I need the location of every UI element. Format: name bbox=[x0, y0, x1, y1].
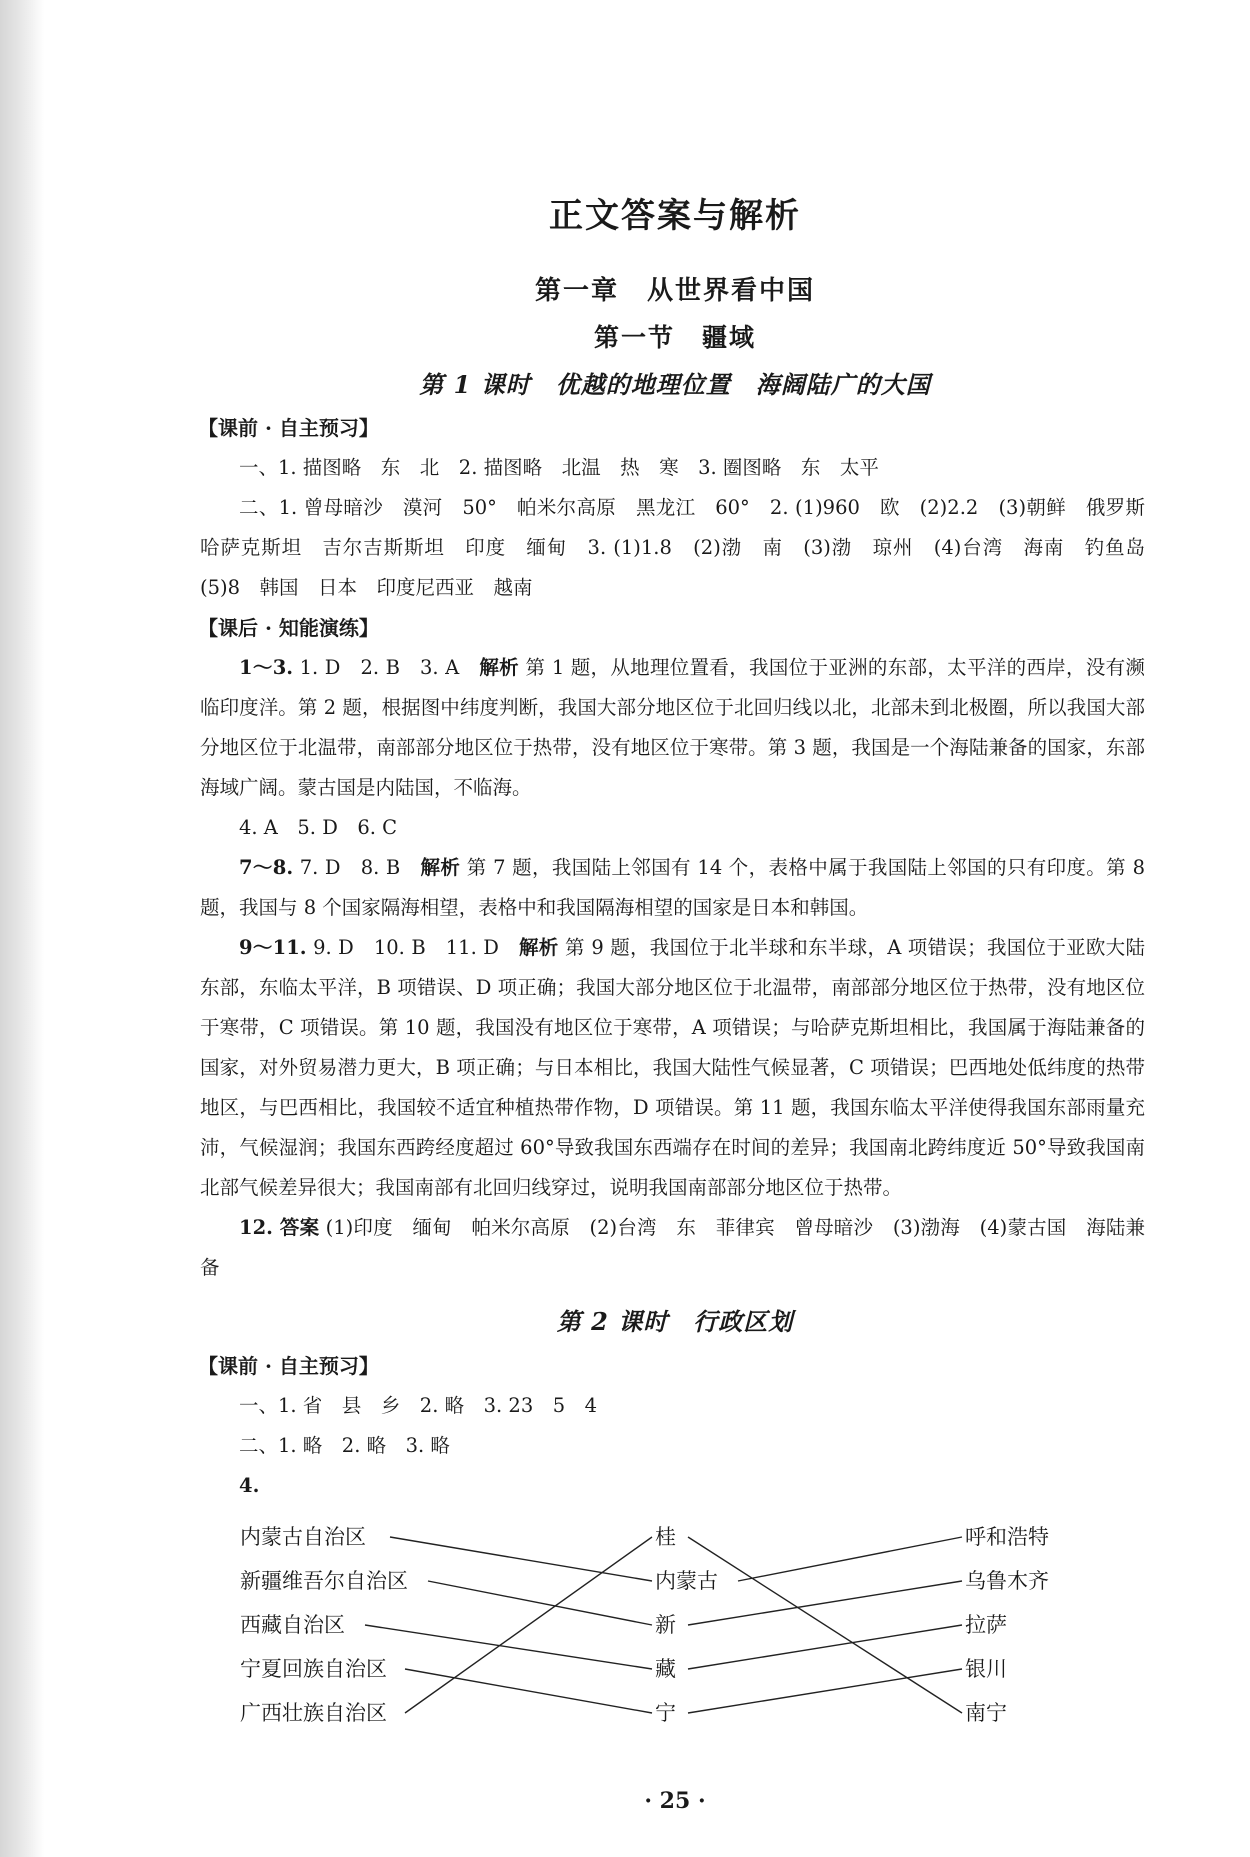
q1-3-answers: 1. D 2. B 3. A bbox=[293, 656, 480, 679]
answer-q7-8 bbox=[200, 848, 1145, 928]
capital-item: 南宁 bbox=[965, 1701, 1007, 1725]
preview-heading-2: 【课前 · 自主预习】 bbox=[198, 1354, 379, 1378]
q7-8-label: 7～8. bbox=[239, 856, 294, 879]
lesson-1-title: 第 1 课时 优越的地理位置 海阔陆广的大国 bbox=[419, 370, 931, 399]
capital-item: 拉萨 bbox=[965, 1613, 1007, 1637]
region-item: 新疆维吾尔自治区 bbox=[240, 1569, 408, 1593]
match-line bbox=[405, 1669, 652, 1713]
lesson-2-preview-2: 二、1. 略 2. 略 3. 略 bbox=[239, 1434, 450, 1457]
match-column-capitals bbox=[965, 1515, 1049, 1735]
capital-item: 乌鲁木齐 bbox=[965, 1569, 1049, 1593]
region-item: 西藏自治区 bbox=[240, 1613, 345, 1637]
q7-8-answers: 7. D 8. B bbox=[293, 856, 421, 879]
section-heading: 第一节 疆域 bbox=[593, 323, 756, 352]
q1-3-analysis: 第 1 题，从地理位置看，我国位于亚洲的东部，太平洋的西岸，没有濒临印度洋。第 2 题，根据图中纬度判断，我国大部分地区位于北回归线以北，北部未到北极圈，所以我国大部分地区位于北温带，南部部分地区位于热带，没有地区位于寒带。第 3 题，我国是一个海陆兼备的国家，东部海域广阔。蒙古国是内陆国，不临海。 bbox=[200, 656, 1145, 799]
match-line bbox=[390, 1537, 652, 1581]
q9-11-analysis: 第 9 题，我国位于北半球和东半球，A 项错误；我国位于亚欧大陆东部，东临太平洋，B 项错误、D 项正确；我国大部分地区位于北温带，南部部分地区位于热带，没有地区位于寒带，C 项错误。第 10 题，我国没有地区位于寒带，A 项错误；与哈萨克斯坦相比，我国属于海陆兼备的国家，对外贸易潜力更大，B 项正确；与日本相比，我国大陆性气候显著，C 项错误；巴西地处低纬度的热带地区，与巴西相比，我国较不适宜种植热带作物，D 项错误。第 11 题，我国东临太平洋使得我国东部雨量充沛，气候湿润；我国东西跨经度超过 60°导致我国东西端存在时间的差异；我国南北跨纬度近 50°导致我国南北部气候差异很大；我国南部有北回归线穿过，说明我国南部部分地区位于热带。 bbox=[200, 936, 1145, 1199]
q9-11-label: 9～11. bbox=[239, 936, 307, 959]
region-item: 宁夏回族自治区 bbox=[240, 1657, 387, 1681]
lesson-1-body bbox=[198, 408, 1165, 1288]
practice-heading: 【课后 · 知能演练】 bbox=[198, 616, 379, 640]
answer-q12 bbox=[200, 1208, 1145, 1288]
abbreviation-item: 内蒙古 bbox=[655, 1569, 718, 1593]
capital-item: 呼和浩特 bbox=[965, 1525, 1049, 1549]
chapter-heading: 第一章 从世界看中国 bbox=[534, 276, 815, 306]
answer-q1-3 bbox=[200, 648, 1145, 808]
answer-q4-6: 4. A 5. D 6. C bbox=[239, 816, 398, 839]
match-column-regions bbox=[240, 1515, 408, 1735]
q4-label: 4. bbox=[239, 1474, 260, 1497]
preview-answer-2: 二、1. 曾母暗沙 漠河 50° 帕米尔高原 黑龙江 60° 2. (1)960 欧 (2)2.2 (3)朝鲜 俄罗斯 哈萨克斯坦 吉尔吉斯斯坦 印度 缅甸 3. (1)1.8 (2)渤 南 (3)渤 琼州 (4)台湾 海南 钓鱼岛 (5)8 韩国 日本 印度尼西亚 越南 bbox=[200, 496, 1165, 599]
q12-label: 12. 答案 bbox=[239, 1216, 320, 1239]
match-line bbox=[428, 1581, 652, 1625]
page-title: 正文答案与解析 bbox=[549, 196, 801, 236]
match-line bbox=[688, 1625, 962, 1669]
analysis-label: 解析 bbox=[420, 856, 461, 879]
match-line bbox=[365, 1625, 652, 1669]
matching-diagram bbox=[240, 1515, 1120, 1745]
q9-11-answers: 9. D 10. B 11. D bbox=[306, 936, 519, 959]
abbreviation-item: 桂 bbox=[655, 1525, 676, 1549]
preview-heading: 【课前 · 自主预习】 bbox=[198, 416, 379, 440]
match-line bbox=[688, 1669, 962, 1713]
region-item: 广西壮族自治区 bbox=[240, 1701, 387, 1725]
analysis-label: 解析 bbox=[518, 936, 559, 959]
lesson-2-q4-label bbox=[200, 1466, 1145, 1506]
lesson-2-body bbox=[200, 1346, 1145, 1506]
abbreviation-item: 新 bbox=[655, 1613, 676, 1637]
preview-answer-1: 一、1. 描图略 东 北 2. 描图略 北温 热 寒 3. 圈图略 东 太平 bbox=[239, 456, 879, 479]
match-column-abbreviations bbox=[655, 1515, 718, 1735]
capital-item: 银川 bbox=[965, 1657, 1007, 1681]
lesson-2-title: 第 2 课时 行政区划 bbox=[556, 1307, 794, 1336]
match-line bbox=[688, 1581, 962, 1625]
page-number: · 25 · bbox=[644, 1788, 706, 1814]
lesson-2-preview-1: 一、1. 省 县 乡 2. 略 3. 23 5 4 bbox=[239, 1394, 598, 1417]
abbreviation-item: 藏 bbox=[655, 1657, 676, 1681]
region-item: 内蒙古自治区 bbox=[240, 1525, 366, 1549]
abbreviation-item: 宁 bbox=[655, 1701, 676, 1725]
match-line bbox=[738, 1537, 962, 1581]
q7-8-analysis: 第 7 题，我国陆上邻国有 14 个，表格中属于我国陆上邻国的只有印度。第 8 题，我国与 8 个国家隔海相望，表格中和我国隔海相望的国家是日本和韩国。 bbox=[200, 856, 1145, 919]
q1-3-label: 1～3. bbox=[239, 656, 294, 679]
match-line bbox=[405, 1537, 652, 1713]
answer-q9-11 bbox=[200, 928, 1145, 1208]
analysis-label: 解析 bbox=[479, 656, 519, 679]
q12-answers: (1)印度 缅甸 帕米尔高原 (2)台湾 东 菲律宾 曾母暗沙 (3)渤海 (4)蒙古国 海陆兼备 bbox=[200, 1216, 1146, 1279]
